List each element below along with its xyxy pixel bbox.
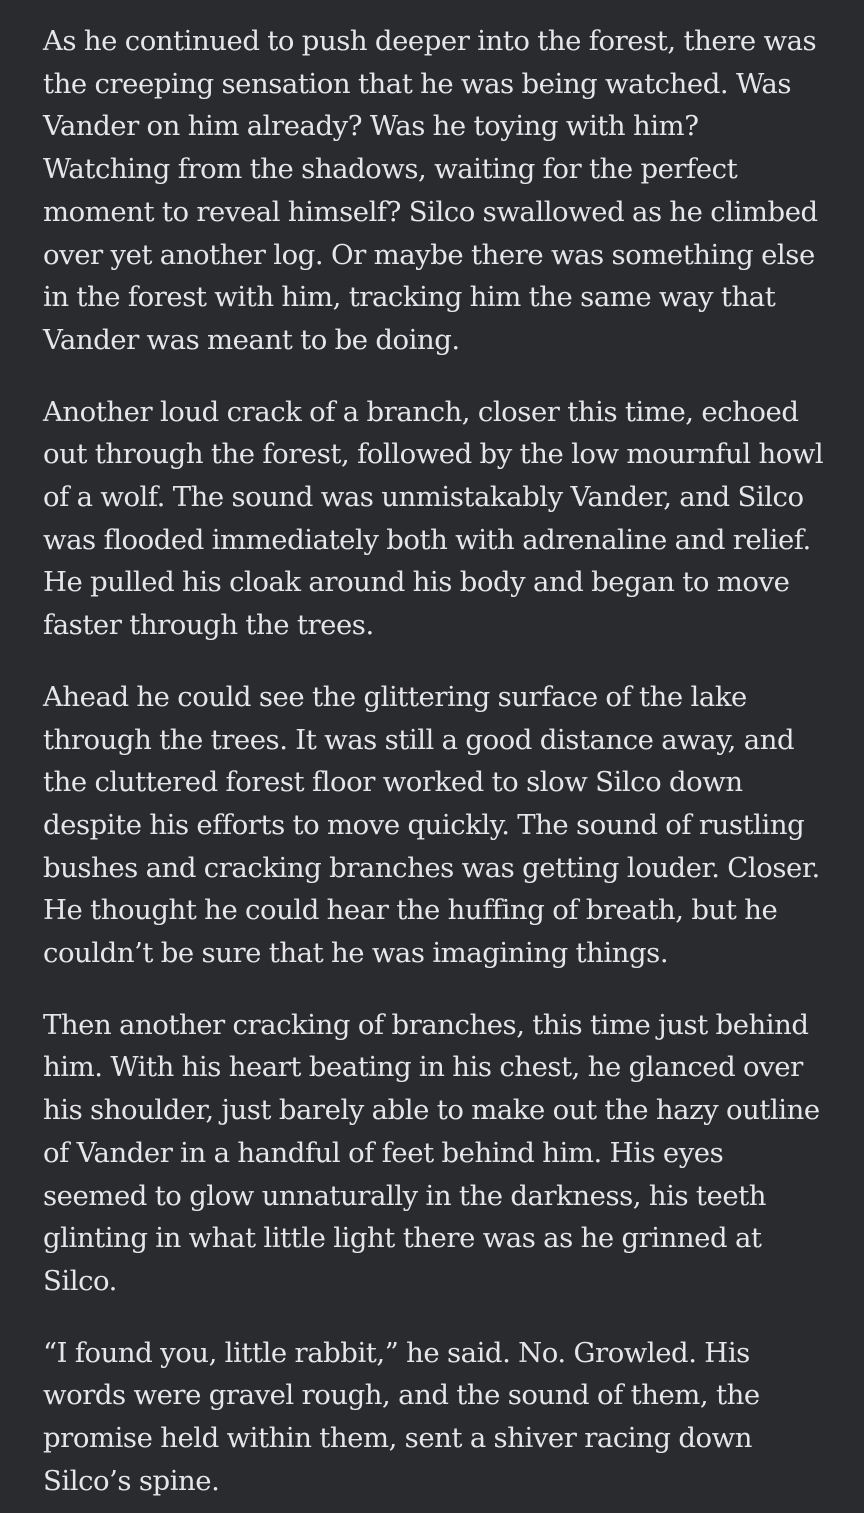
paragraph: As he continued to push deeper into the forest, there was the creeping sensation that he was being watched. Was Vander on him already? Was he toying with him? Watching from the shadows, waiting for the perfect moment to reveal himself? Silco swallowed as he climbed over yet another log. Or maybe there was something else in the forest with him, tracking him the same way that Vander was meant to be doing. xyxy=(43,25,818,356)
paragraph: Ahead he could see the glittering surface of the lake through the trees. It was still a good distance away, and the cluttered forest floor worked to slow Silco down despite his efforts to move quickly. The sound of rustling bushes and cracking branches was getting louder. Closer. He thought he could hear the huffing of breath, but he couldn’t be sure that he was imagining things. xyxy=(43,680,820,970)
story-text xyxy=(43,20,833,1503)
paragraph: Another loud crack of a branch, closer this time, echoed out through the forest, followed by the low mournful howl of a wolf. The sound was unmistakably Vander, and Silco was flooded immediately both with adrenaline and relief. He pulled his cloak around his body and began to move faster through the trees. xyxy=(43,395,824,642)
paragraph: “I found you, little rabbit,” he said. No. Growled. His words were gravel rough, and the sound of them, the promise held within them, sent a shiver racing down Silco’s spine. xyxy=(43,1336,760,1497)
paragraph: Then another cracking of branches, this time just behind him. With his heart beating in his chest, he glanced over his shoulder, just barely able to make out the hazy outline of Vander in a handful of feet behind him. His eyes seemed to glow unnaturally in the darkness, his teeth glinting in what little light there was as he grinned at Silco. xyxy=(43,1008,820,1297)
